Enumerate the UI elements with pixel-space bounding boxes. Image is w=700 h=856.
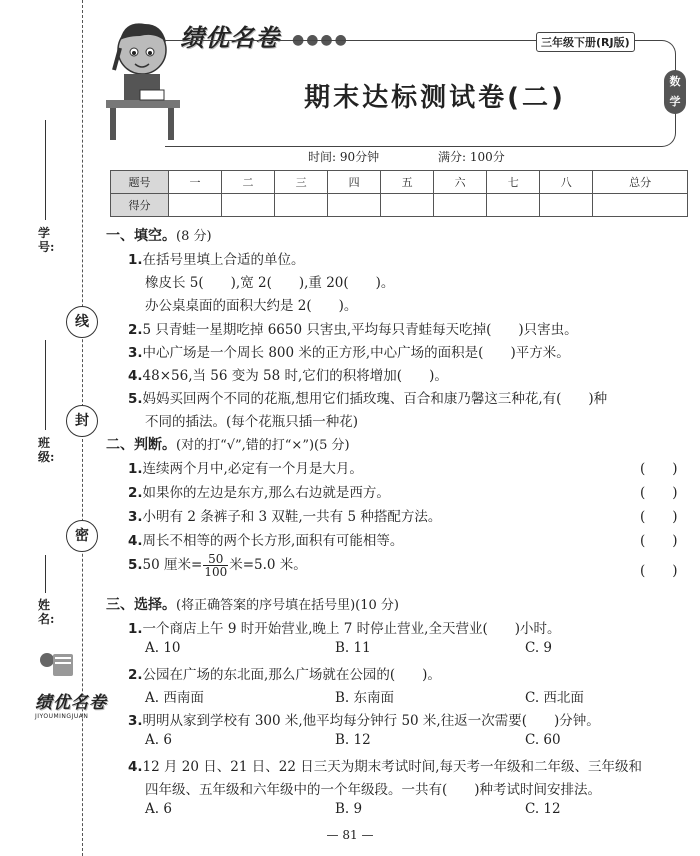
s2-q2-answer[interactable]: ( ) <box>640 485 678 501</box>
s3-q2-option-b[interactable]: B. 东南面 <box>335 690 395 706</box>
s2-q2-text: 如果你的左边是东方,那么右边就是西方。 <box>142 485 390 501</box>
s3-q1-text: 一个商店上午 9 时开始营业,晚上 7 时停止营业,全天营业( )小时。 <box>142 621 561 637</box>
score-table-col: 八 <box>540 171 593 194</box>
s2-q2-num: 2. <box>128 485 143 501</box>
s3-q2-option-c[interactable]: C. 西北面 <box>525 690 584 706</box>
s3-q3-option-a[interactable]: A. 6 <box>145 732 172 748</box>
s1-q1-num: 1. <box>128 252 143 268</box>
s2-q5 <box>128 553 307 578</box>
s1-q5-line2: 不同的插法。(每个花瓶只插一种花) <box>145 414 359 430</box>
s1-q1-text: 在括号里填上合适的单位。 <box>142 252 305 268</box>
score-table-col: 七 <box>487 171 540 194</box>
name-label: 姓名: <box>38 598 55 626</box>
score-cell[interactable] <box>487 194 540 217</box>
s2-q3-answer[interactable]: ( ) <box>640 509 678 525</box>
s1-q1-line2: 橡皮长 5( ),宽 2( ),重 20( )。 <box>145 275 395 291</box>
score-table-col: 三 <box>275 171 328 194</box>
s1-q3-text: 中心广场是一个周长 800 米的正方形,中心广场的面积是( )平方米。 <box>142 345 570 361</box>
s1-q3-num: 3. <box>128 345 143 361</box>
seal-feng: 封 <box>66 405 98 437</box>
s3-q1-option-b[interactable]: B. 11 <box>335 640 371 656</box>
section1-title-text: 一、填空。 <box>106 228 176 244</box>
score-table-col: 五 <box>381 171 434 194</box>
score-table-row2-label: 得分 <box>111 194 169 217</box>
s2-q1-text: 连续两个月中,必定有一个月是大月。 <box>142 461 363 477</box>
s2-q5-post: 米=5.0 米。 <box>229 557 307 573</box>
section3-title-text: 三、选择。 <box>106 597 176 613</box>
s1-q5-num: 5. <box>128 391 143 407</box>
s2-q1 <box>128 457 363 477</box>
brand-logo: 绩优名卷 <box>180 24 280 52</box>
s1-q5-text: 妈妈买回两个不同的花瓶,想用它们插玫瑰、百合和康乃馨这三种花,有( )种 <box>142 391 608 407</box>
s1-q1-line3: 办公桌桌面的面积大约是 2( )。 <box>145 298 358 314</box>
s3-q1-option-a[interactable]: A. 10 <box>145 640 181 656</box>
section2-note: (对的打“√”,错的打“×”)(5 分) <box>176 438 350 453</box>
s2-q2 <box>128 481 390 501</box>
s3-q2-option-a[interactable]: A. 西南面 <box>145 690 204 706</box>
s3-q2 <box>128 663 441 683</box>
section3-title <box>106 594 399 614</box>
score-cell[interactable] <box>540 194 593 217</box>
student-id-blank[interactable] <box>45 120 46 220</box>
exam-title: 期末达标测试卷(二) <box>304 83 566 113</box>
side-logo <box>35 650 107 720</box>
exam-time: 时间: 90分钟 <box>308 150 380 164</box>
s2-q4-answer[interactable]: ( ) <box>640 533 678 549</box>
s3-q3 <box>128 709 600 729</box>
s3-q2-text: 公园在广场的东北面,那么广场就在公园的( )。 <box>142 667 441 683</box>
s3-q1 <box>128 617 561 637</box>
seal-xian: 线 <box>66 306 98 338</box>
subject-char-bottom: 学 <box>669 95 681 108</box>
s3-q4-option-b[interactable]: B. 9 <box>335 801 363 817</box>
seal-mi: 密 <box>66 520 98 552</box>
s3-q3-option-c[interactable]: C. 60 <box>525 732 561 748</box>
reader-mascot-icon <box>35 650 80 688</box>
class-blank[interactable] <box>45 340 46 430</box>
s1-q4-text: 48×56,当 56 变为 58 时,它们的积将增加( )。 <box>142 368 448 384</box>
logo-dots: ●●●● <box>292 32 349 48</box>
score-cell[interactable] <box>434 194 487 217</box>
s1-q5 <box>128 387 607 407</box>
fraction-denominator: 100 <box>204 565 228 579</box>
grade-label: 三年级下册(RJ版) <box>536 32 635 52</box>
s2-q5-answer[interactable]: ( ) <box>640 563 678 579</box>
subject-char-top: 数 <box>669 75 681 88</box>
s1-q2 <box>128 318 578 338</box>
s1-q1 <box>128 248 305 268</box>
s2-q4-text: 周长不相等的两个长方形,面积有可能相等。 <box>142 533 404 549</box>
section2-title-text: 二、判断。 <box>106 437 176 453</box>
score-table <box>110 170 688 217</box>
section1-note: (8 分) <box>176 229 212 244</box>
s3-q3-num: 3. <box>128 713 143 729</box>
student-id-label: 学号: <box>38 226 55 254</box>
score-cell[interactable] <box>275 194 328 217</box>
s3-q4 <box>128 755 642 775</box>
s3-q1-num: 1. <box>128 621 143 637</box>
name-blank[interactable] <box>45 555 46 593</box>
fraction-numerator: 50 <box>203 553 228 566</box>
score-table-col: 总分 <box>593 171 688 194</box>
score-cell[interactable] <box>169 194 222 217</box>
section1-title <box>106 225 212 245</box>
s3-q3-option-b[interactable]: B. 12 <box>335 732 371 748</box>
s2-q3-num: 3. <box>128 509 143 525</box>
page-number: — 81 — <box>326 828 374 842</box>
s3-q4-option-a[interactable]: A. 6 <box>145 801 172 817</box>
fraction <box>203 553 228 578</box>
s2-q4-num: 4. <box>128 533 143 549</box>
s2-q1-num: 1. <box>128 461 143 477</box>
s3-q4-text: 12 月 20 日、21 日、22 日三天为期末考试时间,每天考一年级和二年级、三年级和 <box>142 759 642 775</box>
score-table-col: 四 <box>328 171 381 194</box>
score-cell[interactable] <box>593 194 688 217</box>
score-cell[interactable] <box>381 194 434 217</box>
s2-q1-answer[interactable]: ( ) <box>640 461 678 477</box>
s1-q4-num: 4. <box>128 368 143 384</box>
score-cell[interactable] <box>328 194 381 217</box>
score-table-row1-label: 题号 <box>111 171 169 194</box>
score-table-col: 一 <box>169 171 222 194</box>
s1-q3 <box>128 341 570 361</box>
s3-q4-option-c[interactable]: C. 12 <box>525 801 561 817</box>
s2-q5-pre: 50 厘米= <box>142 557 203 573</box>
s3-q4-num: 4. <box>128 759 143 775</box>
s3-q2-num: 2. <box>128 667 143 683</box>
section2-title <box>106 434 350 454</box>
score-table-col: 六 <box>434 171 487 194</box>
s3-q1-option-c[interactable]: C. 9 <box>525 640 553 656</box>
exam-full-score: 满分: 100分 <box>438 150 505 164</box>
s3-q3-text: 明明从家到学校有 300 米,他平均每分钟行 50 米,往返一次需要( )分钟。 <box>142 713 600 729</box>
score-cell[interactable] <box>222 194 275 217</box>
s3-q4-line2: 四年级、五年级和六年级中的一个年级段。一共有( )种考试时间安排法。 <box>145 782 602 798</box>
subject-badge <box>664 70 686 114</box>
score-table-header-row <box>111 171 688 194</box>
class-label: 班级: <box>38 436 55 464</box>
side-logo-text: 绩优名卷 <box>35 693 107 713</box>
s2-q5-num: 5. <box>128 557 143 573</box>
s2-q3 <box>128 505 441 525</box>
score-table-col: 二 <box>222 171 275 194</box>
s1-q2-num: 2. <box>128 322 143 338</box>
s1-q2-text: 5 只青蛙一星期吃掉 6650 只害虫,平均每只青蛙每天吃掉( )只害虫。 <box>142 322 578 338</box>
s2-q4 <box>128 529 403 549</box>
section3-note: (将正确答案的序号填在括号里)(10 分) <box>176 598 399 613</box>
score-table-score-row <box>111 194 688 217</box>
s1-q4 <box>128 364 448 384</box>
side-logo-pinyin: JIYOUMINGJUAN <box>35 713 89 720</box>
s2-q3-text: 小明有 2 条裤子和 3 双鞋,一共有 5 种搭配方法。 <box>142 509 442 525</box>
